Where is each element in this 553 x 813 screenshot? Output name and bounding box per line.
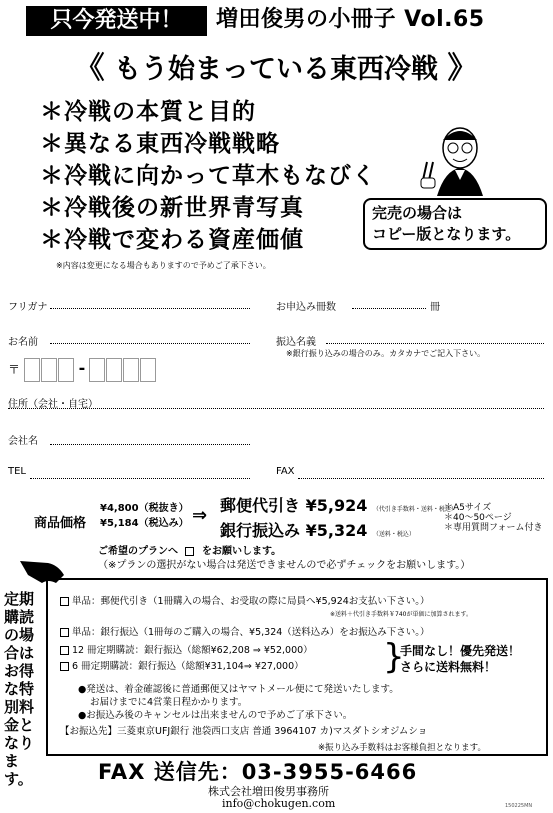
payment-prices [220,495,457,545]
plan-12-option[interactable] [60,643,313,658]
shipping-bullet-2: お届けまでに4営業日程かかります。 [90,697,248,708]
fax-label: FAX [276,466,295,477]
topic-item: ＊冷戦で変わる資産価値 [40,227,304,253]
name-field[interactable] [50,343,250,344]
order-qty-field[interactable] [352,308,426,309]
tel-label: TEL [8,466,26,477]
qty-unit: 冊 [430,302,440,313]
topic-list [40,96,376,256]
topic-item: ＊異なる東西冷戦戦略 [40,131,280,157]
plan-12-checkbox[interactable] [60,646,69,655]
plan-cod-checkbox[interactable] [60,597,69,606]
plan-intro-text-b: をお願いします。 [201,546,282,557]
bank-price-row [220,520,457,545]
payer-name-label: 振込名義 [276,337,316,348]
price-incl-tax: ¥5,184（税込み） [100,518,189,529]
free-line1: 手間なし！優先発送！ [400,644,521,658]
fee-note: ※振り込み手数料はお客様負担となります。 [318,743,486,753]
fax-field[interactable] [298,478,544,479]
cod-price-row [220,495,457,520]
free-shipping-note [400,643,520,675]
furigana-field[interactable] [50,308,250,309]
zip-box[interactable] [58,358,74,382]
spec-form: ＊専用質問フォーム付き [444,523,543,533]
plan-intro-line1 [98,545,470,559]
zip-row [8,358,157,382]
company-name: 株式会社増田俊男事務所 [208,785,329,798]
address-field[interactable] [8,408,544,409]
author-caricature-icon [415,118,505,198]
content-change-note: ※内容は変更になる場合もありますので予めご了承下さい。 [56,261,271,270]
base-prices [100,501,189,531]
company-field[interactable] [50,444,250,445]
subscription-vertical-note: 定期購読の場合はお得な特別料金となります。 [4,590,35,788]
name-label: お名前 [8,337,38,348]
bank-label: 銀行振込み [220,521,301,540]
order-qty-label: お申込み冊数 [276,302,336,313]
zip-box[interactable] [106,358,122,382]
company-label: 会社名 [8,436,38,447]
spec-pages: ＊40～50ページ [444,513,512,523]
plan-cod-option[interactable] [60,594,430,609]
zip-box[interactable] [89,358,105,382]
topic-item: ＊冷戦の本質と目的 [40,99,256,125]
bank-price: ¥5,324 [305,521,368,540]
arrow-icon: ⇒ [192,505,208,526]
payer-name-field[interactable] [326,343,544,344]
now-shipping-badge: 只今発送中！ [26,6,207,36]
soldout-line2: コピー版となります。 [372,225,521,243]
plan-cod-note: ※送料＋代引き手数料￥740が単価に加算されます。 [330,611,473,618]
zip-dash: - [78,358,86,378]
cod-label: 郵便代引き [220,496,301,515]
address-label: 住所（会社・自宅） [8,399,98,410]
topic-item: ＊冷戦に向かって草木もなびく [40,163,376,189]
zip-box[interactable] [123,358,139,382]
free-line2: さらに送料無料！ [400,660,497,674]
zip-box[interactable] [140,358,156,382]
tel-field[interactable] [30,478,250,479]
booklet-specs [444,503,543,533]
shipping-bullet: ●発送は、着金確認後に普通郵便又はヤマトメール便にて発送いたします。 [78,684,399,695]
plan-6-option[interactable] [60,659,304,674]
spec-size: ＊A5サイズ [444,503,492,513]
checkbox-sample-icon [185,547,194,556]
price-label: 商品価格 [34,516,87,531]
plan-intro-line2: （※プランの選択がない場合は発送できませんので必ずチェックをお願いします。） [98,560,471,571]
booklet-subtitle [56,49,496,90]
plan-bank-option[interactable] [60,625,430,640]
cod-note: （代引き手数料・送料・税込） [372,506,457,513]
plan-bank-checkbox[interactable] [60,628,69,637]
topic-item: ＊冷戦後の新世界青写真 [40,195,304,221]
plan-intro [98,545,470,573]
double-chevron-left-icon: 《 [74,51,105,86]
booklet-title: 増田俊男の小冊子 Vol.65 [216,7,485,32]
doc-code: 150225MN [505,803,533,809]
soldout-notice [363,198,547,250]
plan-6-label: 6 冊定期購読：銀行振込（総額¥31,104⇒ ¥27,000） [72,661,304,672]
furigana-label: フリガナ [8,302,48,313]
cancel-bullet: ●お振込み後のキャンセルは出来ませんので予めご了承下さい。 [78,710,353,721]
price-excl-tax: ¥4,800（税抜き） [100,503,189,514]
plan-cod-label: 単品：郵便代引き（1冊購入の場合、お受取の際に局員へ¥5,924お支払い下さい。） [72,596,430,607]
zip-mark: 〒 [8,362,21,377]
double-chevron-right-icon: 》 [447,51,478,86]
plan-bank-label: 単品：銀行振込（1冊毎のご購入の場合、¥5,324（送料込み）をお振込み下さい。） [72,627,430,638]
cod-price: ¥5,924 [305,496,368,515]
brace-icon: } [383,637,405,677]
plan-12-label: 12 冊定期購読：銀行振込（総額¥62,208 ⇒ ¥52,000） [72,645,313,656]
subtitle-text: もう始まっている東西冷戦 [114,54,438,85]
plan-intro-text: ご希望のプランへ [98,546,178,557]
contact-email[interactable]: info@chokugen.com [222,797,336,810]
zip-box[interactable] [24,358,40,382]
payer-note: ※銀行振り込みの場合のみ。カタカナでご記入下さい。 [286,349,486,358]
zip-box[interactable] [41,358,57,382]
plan-6-checkbox[interactable] [60,662,69,671]
bank-note: （送料・税込） [372,531,415,538]
bank-account-info: 【お振込先】三菱東京UFJ銀行 池袋西口支店 普通 3964107 カ)マスダトシオジムショ [60,726,428,737]
soldout-line1: 完売の場合は [372,204,463,222]
fax-number: FAX 送信先：03-3955-6466 [98,760,418,784]
